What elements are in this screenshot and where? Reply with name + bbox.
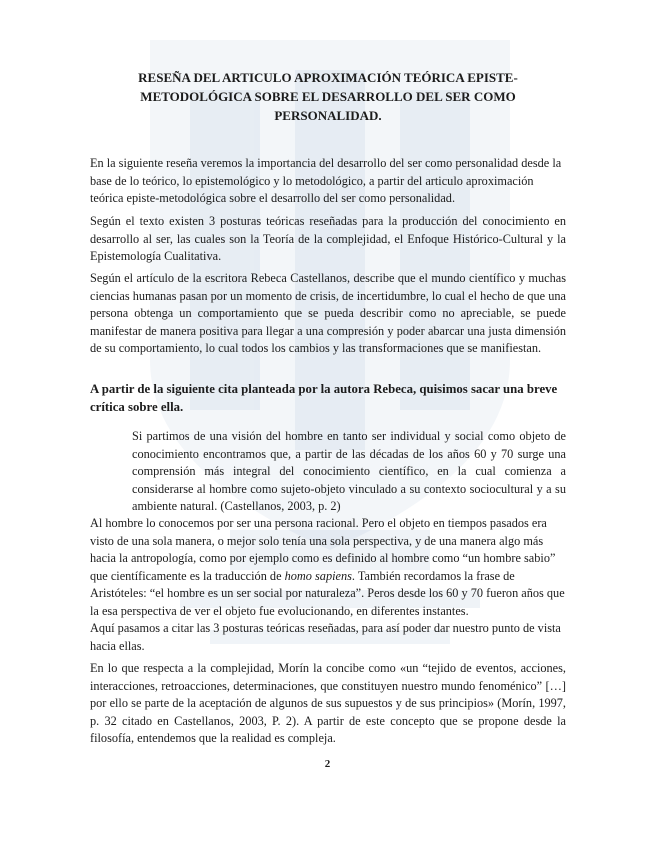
human-paragraph xyxy=(90,515,566,620)
block-quote: Si partimos de una visión del hombre en tanto ser individual y social como objeto de conocimiento encontramos que, a partir de las décadas de los años 60 y 70 surge una comprensión más integral del conocimiento científico, en la cual comienza a considerarse al hombre como sujeto-objeto vinculado a su contexto sociocultural y a su ambiente natural. (Castellanos, 2003, p. 2) xyxy=(132,429,566,513)
section-heading-wrap xyxy=(90,380,566,416)
intro-paragraph xyxy=(90,155,566,208)
paragraph-human-part-2: . También recordamos la frase de Aristóteles: “el hombre es un ser social por naturaleza”. Peros desde los 60 y 70 fueron años que la esa perspectiva de ver el objeto fue evolucionando, en diferentes instantes. xyxy=(90,568,565,618)
paragraph-human-part-1: Al hombre lo conocemos por ser una persona racional. Pero el objeto en tiempos pasados era visto de una sola manera, o mejor solo tenía una sola perspectiva, y de una manera algo más hacia la antropología, como por ejemplo como es definido al hombre como “un hombre sabio” que científicamente es la traducción de xyxy=(90,516,556,583)
document-title: RESEÑA DEL ARTICULO APROXIMACIÓN TEÓRICA EPISTE-METODOLÓGICA SOBRE EL DESARROLLO DEL SER COMO PERSONALIDAD. xyxy=(138,70,518,123)
paragraph-human-italic: homo sapiens xyxy=(284,568,352,583)
paragraph-2: Según el texto existen 3 posturas teóricas reseñadas para la producción del conocimiento en desarrollo al ser, las cuales son la Teoría de la complejidad, el Enfoque Histórico-Cultural y la Epistemología Cualitativa. xyxy=(90,214,566,263)
paragraph-postures: Aquí pasamos a citar las 3 posturas teóricas reseñadas, para así poder dar nuestro punto de vista hacia ellas. xyxy=(90,621,561,653)
cite-postures-paragraph xyxy=(90,620,566,655)
postures-paragraph xyxy=(90,213,566,266)
paragraph-complexity: En lo que respecta a la complejidad, Morín la concibe como «un “tejido de eventos, acciones, interacciones, retroacciones, determinaciones, que constituyen nuestro mundo fenoménico” […] por ello se parte de la aceptación de algunos de sus supuestos y de sus principios» (Morín, 1997, p. 32 citado en Castellanos, 2003, P. 2). A partir de este concepto que se propone desde la filosofía, entendemos que la realidad es compleja. xyxy=(90,661,566,745)
complexity-paragraph xyxy=(90,660,566,748)
paragraph-3: Según el artículo de la escritora Rebeca Castellanos, describe que el mundo científico y muchas ciencias humanas pasan por un momento de crisis, de incertidumbre, lo cual el hecho de que una persona obtenga un comportamiento que se pueda describir como no apreciable, se puede manifestar de manera positiva para llegar a una compresión y poder abarcar una justa dimensión de su comportamiento, lo cual todos los cambios y las transformaciones que se manifiestan. xyxy=(90,271,566,355)
section-heading: A partir de la siguiente cita planteada por la autora Rebeca, quisimos sacar una breve crítica sobre ella. xyxy=(90,382,558,414)
paragraph-1: En la siguiente reseña veremos la importancia del desarrollo del ser como personalidad desde la base de lo teórico, lo epistemológico y lo metodológico, a partir del articulo aproximación teórica episte-metodológica sobre el desarrollo del ser como personalidad. xyxy=(90,156,562,205)
paragraph-human xyxy=(90,515,566,620)
author-paragraph xyxy=(90,270,566,358)
page-number: 2 xyxy=(324,758,331,770)
